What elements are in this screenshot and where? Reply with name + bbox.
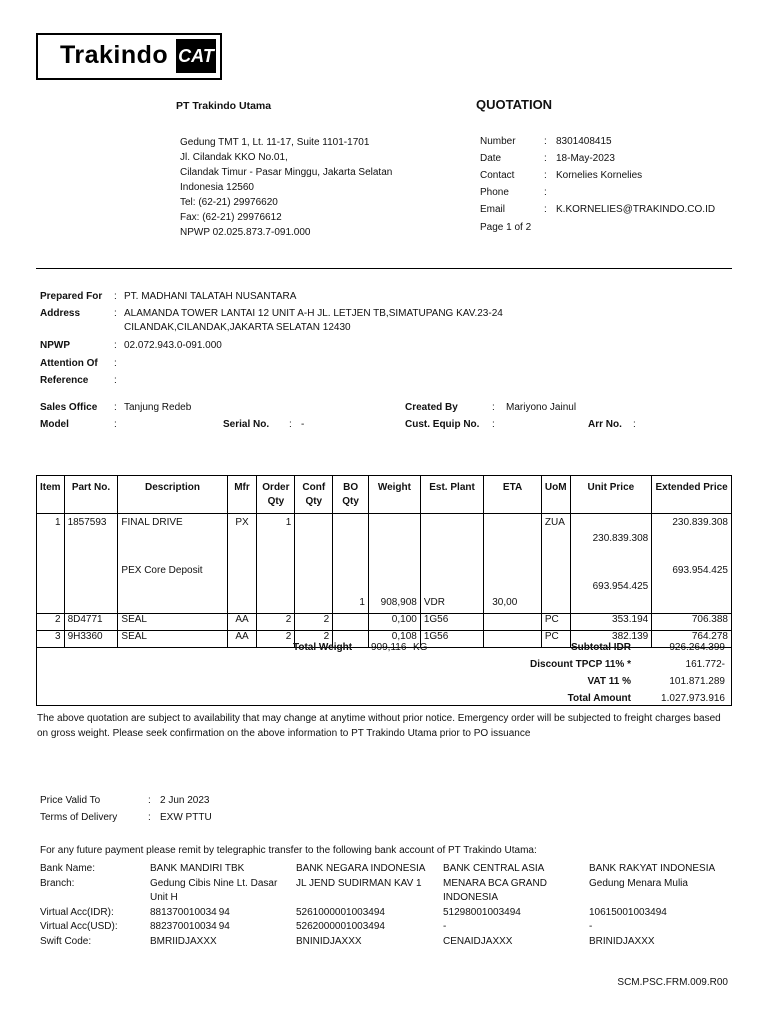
logo-wordmark: Trakindo	[60, 41, 169, 69]
discount-value: 161.772-	[685, 659, 725, 670]
subtotal-value: 926.264.399	[669, 642, 725, 653]
table-row	[37, 549, 732, 565]
bank-bri	[589, 862, 729, 949]
address-line: Cilandak Timur - Pasar Minggu, Jakarta Selatan	[180, 167, 393, 178]
col-header: Order Qty	[257, 476, 295, 514]
total-amount-value: 1.027.973.916	[661, 693, 725, 704]
address-line: NPWP 02.025.873.7-091.000	[180, 227, 311, 238]
cell-order-qty: 1	[257, 514, 295, 534]
colon: :	[544, 136, 547, 147]
form-code: SCM.PSC.FRM.009.R00	[617, 977, 728, 988]
cell-eta	[484, 614, 542, 631]
address-line: Jl. Cilandak KKO No.01,	[180, 152, 288, 163]
cell-bo-qty	[333, 614, 369, 631]
address-line: Fax: (62-21) 29976612	[180, 212, 282, 223]
bank-bni	[296, 862, 441, 949]
customer-npwp: 02.072.943.0-091.000	[124, 340, 222, 351]
prepared-for-value: PT. MADHANI TALATAH NUSANTARA	[124, 291, 297, 302]
bank-swift: BMRIIDJAXXX	[150, 935, 217, 947]
cell-item: 3	[37, 631, 65, 648]
customer-address-line2: CILANDAK,CILANDAK,JAKARTA SELATAN 12430	[124, 322, 351, 333]
cell-unit-price: 693.954.425	[570, 581, 652, 597]
colon: :	[633, 419, 636, 430]
field-label: Price Valid To	[40, 795, 101, 806]
field-label: Prepared For	[40, 291, 103, 302]
cell-plant: VDR	[420, 597, 483, 614]
cell-plant: 1G56	[420, 631, 483, 648]
contact-email: K.KORNELIES@TRAKINDO.CO.ID	[556, 204, 716, 215]
cell-weight: 0,100	[368, 614, 420, 631]
meta-label: Contact	[480, 170, 515, 181]
meta-label: Email	[480, 204, 506, 215]
total-weight-label: Total Weight	[293, 642, 353, 653]
colon: :	[114, 402, 117, 413]
table-row	[37, 533, 732, 549]
vat-label: VAT 11 %	[587, 676, 631, 687]
field-label: Model	[40, 419, 69, 430]
bank-swift: CENAIDJAXXX	[443, 935, 513, 947]
bank-branch: Gedung Menara Mulia	[589, 877, 688, 889]
colon: :	[114, 340, 117, 351]
bank-va-usd: 882370010034 94	[150, 921, 230, 932]
colon: :	[492, 402, 495, 413]
total-amount-label: Total Amount	[567, 693, 631, 704]
col-header: BO Qty	[333, 476, 369, 514]
meta-label: Number	[480, 136, 516, 147]
cat-logo-mark: CAT	[176, 39, 216, 73]
quotation-items-table	[36, 475, 732, 648]
cell-part: 9H3360	[64, 631, 118, 648]
cell-weight: 0,108	[368, 631, 420, 648]
trakindo-cat-logo	[36, 33, 222, 80]
bank-label: Virtual Acc(IDR):	[40, 906, 114, 918]
colon: :	[114, 308, 117, 319]
bank-name: BANK CENTRAL ASIA	[443, 863, 545, 874]
colon: :	[148, 812, 151, 823]
cell-mfr: PX	[227, 514, 257, 534]
cell-order-qty: 2	[257, 631, 295, 648]
meta-label: Phone	[480, 187, 509, 198]
payment-intro: For any future payment please remit by telegraphic transfer to the following bank account of PT Trakindo Utama:	[40, 845, 537, 856]
colon: :	[492, 419, 495, 430]
bank-labels	[40, 862, 140, 949]
cell-item: 2	[37, 614, 65, 631]
table-row	[37, 565, 732, 581]
cell-desc: SEAL	[118, 614, 227, 631]
colon: :	[544, 170, 547, 181]
cell-uom: ZUA	[541, 514, 570, 534]
colon: :	[114, 375, 117, 386]
table-row	[37, 597, 732, 614]
total-weight-value: 909,116	[371, 642, 407, 653]
cell-uom: PC	[541, 614, 570, 631]
address-line: Gedung TMT 1, Lt. 11-17, Suite 1101-1701	[180, 137, 370, 148]
quote-date: 18-May-2023	[556, 153, 615, 164]
cell-ext-price: 382.139	[570, 631, 652, 648]
col-header: Mfr	[227, 476, 257, 514]
address-line: Indonesia 12560	[180, 182, 254, 193]
col-header: UoM	[541, 476, 570, 514]
colon: :	[114, 419, 117, 430]
cell-weight: 908,908	[368, 597, 420, 614]
cell-uom: PC	[541, 631, 570, 648]
col-header: Part No.	[64, 476, 118, 514]
col-header: Weight	[368, 476, 420, 514]
cell-desc: PEX Core Deposit	[118, 565, 227, 581]
bank-swift: BNINIDJAXXX	[296, 935, 362, 947]
company-address	[180, 135, 392, 240]
bank-va-usd: -	[589, 921, 593, 932]
header-divider	[36, 268, 732, 269]
cell-item: 1	[37, 514, 65, 534]
bank-name: BANK RAKYAT INDONESIA	[589, 863, 716, 874]
bank-label: Swift Code:	[40, 935, 92, 947]
company-name: PT Trakindo Utama	[176, 100, 272, 112]
col-header: Conf Qty	[295, 476, 333, 514]
quote-number: 8301408415	[556, 136, 612, 147]
cell-conf-qty: 2	[295, 631, 333, 648]
cell-conf-qty	[295, 514, 333, 534]
cell-conf-qty: 2	[295, 614, 333, 631]
bank-va-idr: 10615001003494	[589, 906, 667, 918]
bank-va-usd: 5262000001003494	[296, 921, 385, 932]
cell-order-qty: 2	[257, 614, 295, 631]
field-label: Sales Office	[40, 402, 98, 413]
weight-unit: KG	[413, 642, 428, 653]
field-label: Address	[40, 308, 81, 319]
cell-unit-price: 353.194	[570, 614, 652, 631]
customer-address-line1: ALAMANDA TOWER LANTAI 12 UNIT A-H JL. LETJEN TB,SIMATUPANG KAV.23-24	[124, 308, 503, 319]
serial-value: -	[301, 419, 305, 430]
col-header: ETA	[484, 476, 542, 514]
bank-label	[40, 891, 140, 906]
contact-name: Kornelies Kornelies	[556, 170, 643, 181]
field-label: Serial No.	[223, 419, 270, 430]
field-label: Arr No.	[588, 419, 622, 430]
subtotal-label: Subtotal IDR	[571, 642, 631, 653]
cell-eta: 30,00	[484, 597, 542, 614]
vat-value: 101.871.289	[669, 676, 725, 687]
col-header: Extended Price	[652, 476, 732, 514]
bank-label: Bank Name:	[40, 863, 96, 874]
cell-ext-price: 706.388	[652, 614, 732, 631]
cell-eta	[484, 514, 542, 534]
field-label: Created By	[405, 402, 458, 413]
bank-branch: MENARA BCA GRAND INDONESIA	[443, 877, 547, 903]
cell-bo-qty	[333, 514, 369, 534]
availability-disclaimer: The above quotation are subject to availability that may change at anytime without prior notice. Emergency order will be subjected to freight charges based on gross weight. Please seek confirmation on the above information to PT Trakindo Utama prior to PO issuance	[37, 713, 721, 739]
cell-ext-price: 230.839.308	[652, 514, 732, 534]
cell-part: 8D4771	[64, 614, 118, 631]
bank-mandiri	[150, 862, 295, 949]
table-header-row	[37, 476, 732, 514]
page-indicator: Page 1 of 2	[480, 222, 532, 233]
bank-label: Branch:	[40, 877, 75, 889]
cell-unit-price: 230.839.308	[570, 533, 652, 549]
document-title: QUOTATION	[476, 97, 553, 112]
field-label: Cust. Equip No.	[405, 419, 480, 430]
field-label: Terms of Delivery	[40, 812, 118, 823]
bank-branch: JL JEND SUDIRMAN KAV 1	[296, 877, 422, 889]
bank-label: Virtual Acc(USD):	[40, 921, 118, 932]
cell-plant: 1G56	[420, 614, 483, 631]
cell-ext-price: 764.278	[652, 631, 732, 648]
address-line: Tel: (62-21) 29976620	[180, 197, 278, 208]
cell-desc: FINAL DRIVE	[118, 514, 227, 534]
created-by-value: Mariyono Jainul	[506, 402, 577, 413]
bank-swift: BRINIDJAXXX	[589, 935, 655, 947]
table-row	[37, 514, 732, 534]
bank-bca	[443, 862, 588, 949]
colon: :	[114, 291, 117, 302]
cell-mfr: AA	[227, 631, 257, 648]
totals-box	[36, 638, 732, 706]
bank-name: BANK MANDIRI TBK	[150, 863, 245, 874]
sales-office-value: Tanjung Redeb	[124, 402, 192, 413]
cell-desc: SEAL	[118, 631, 227, 648]
bank-va-idr: 881370010034 94	[150, 906, 230, 918]
bank-va-idr: 5261000001003494	[296, 906, 385, 918]
col-header: Est. Plant	[420, 476, 483, 514]
table-row	[37, 614, 732, 631]
col-header: Item	[37, 476, 65, 514]
delivery-value: EXW PTTU	[160, 812, 212, 823]
bank-branch: Gedung Cibis Nine Lt. Dasar Unit H	[150, 877, 278, 903]
cell-mfr: AA	[227, 614, 257, 631]
table-row	[37, 581, 732, 597]
bank-name: BANK NEGARA INDONESIA	[296, 863, 426, 874]
colon: :	[544, 153, 547, 164]
cell-unit-price	[570, 514, 652, 534]
colon: :	[544, 204, 547, 215]
price-valid-value: 2 Jun 2023	[160, 795, 210, 806]
colon: :	[148, 795, 151, 806]
col-header: Unit Price	[570, 476, 652, 514]
col-header: Description	[118, 476, 227, 514]
cell-part: 1857593	[64, 514, 118, 534]
colon: :	[289, 419, 292, 430]
bank-va-idr: 51298001003494	[443, 906, 521, 918]
field-label: Attention Of	[40, 358, 98, 369]
discount-label: Discount TPCP 11% *	[530, 659, 631, 670]
bank-va-usd: -	[443, 921, 447, 932]
cell-ext-price: 693.954.425	[652, 565, 732, 581]
colon: :	[114, 358, 117, 369]
field-label: Reference	[40, 375, 89, 386]
meta-label: Date	[480, 153, 502, 164]
field-label: NPWP	[40, 340, 70, 351]
cell-bo-qty: 1	[333, 597, 369, 614]
cell-weight	[368, 514, 420, 534]
cell-plant	[420, 514, 483, 534]
colon: :	[544, 187, 547, 198]
